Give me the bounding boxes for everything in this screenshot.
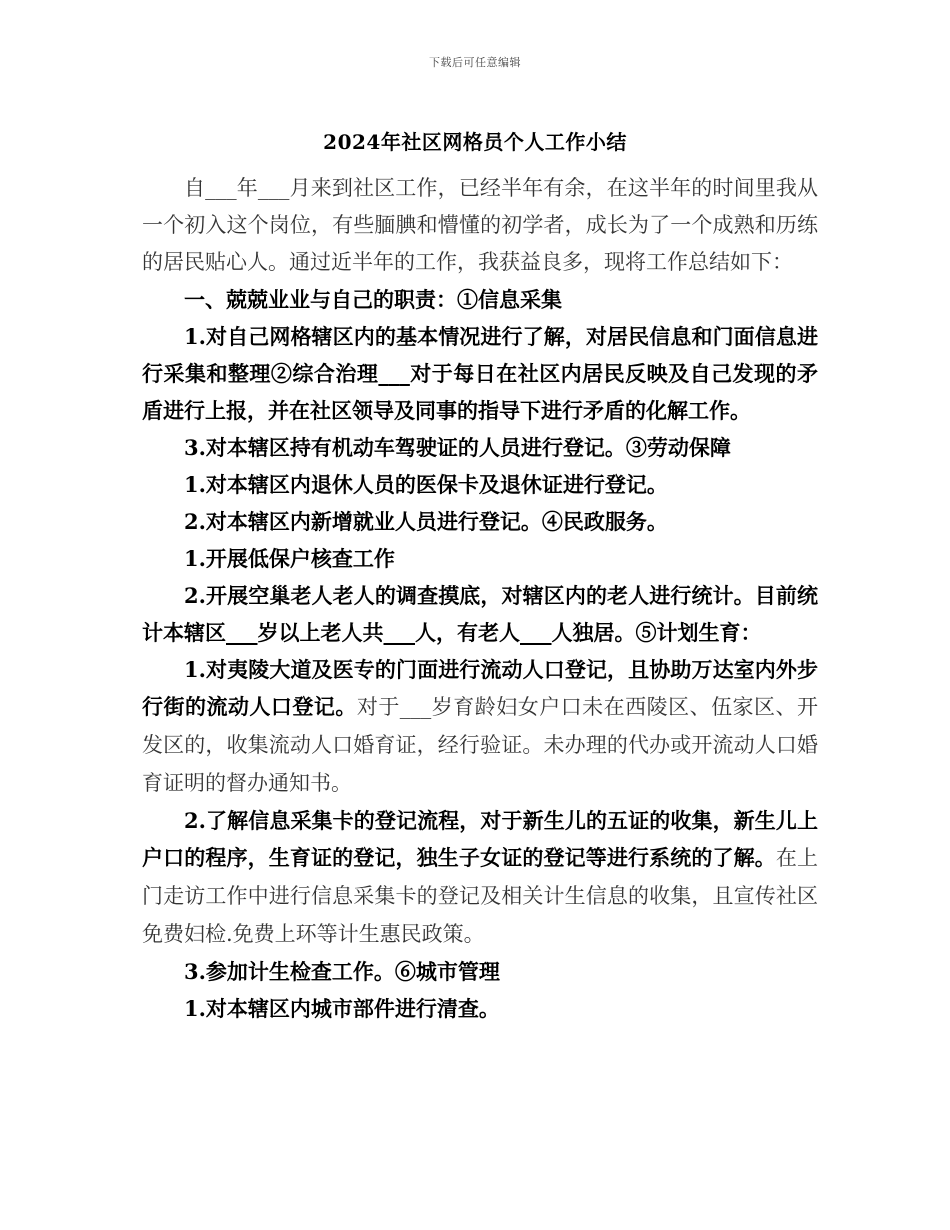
document-body [142, 170, 818, 1027]
bold-text: 1.对夷陵大道及医专的门面进行流动人口登记，且协助万达室内外步行街的流动人口登记。 [142, 657, 818, 719]
body-paragraph [142, 651, 818, 802]
page-title: 2024年社区网格员个人工作小结 [323, 130, 627, 154]
body-paragraph: 1.开展低保户核查工作 [184, 546, 395, 571]
regular-text: 对于___岁育龄妇女户口未在西陵区、伍家区、开发区的，收集流动人口婚育证，经行验证。未办理的代办或开流动人口婚育证明的督办通知书。 [142, 695, 819, 795]
body-paragraph [142, 802, 818, 953]
body-paragraph: 2.对本辖区内新增就业人员进行登记。④民政服务。 [184, 509, 668, 534]
body-paragraph: 3.对本辖区持有机动车驾驶证的人员进行登记。③劳动保障 [184, 435, 731, 460]
body-paragraph: 1.对本辖区内退休人员的医保卡及退休证进行登记。 [184, 472, 668, 497]
body-paragraph: 2.开展空巢老人老人的调查摸底，对辖区内的老人进行统计。目前统计本辖区___岁以上老人共___人，有老人___人独居。⑤计划生育： [142, 583, 818, 645]
section-heading: 一、兢兢业业与自己的职责：①信息采集 [184, 287, 562, 312]
body-paragraph: 1.对自己网格辖区内的基本情况进行了解，对居民信息和门面信息进行采集和整理②综合治理___对于每日在社区内居民反映及自己发现的矛盾进行上报，并在社区领导及同事的指导下进行矛盾的化解工作。 [142, 324, 818, 423]
intro-paragraph: 自___年___月来到社区工作，已经半年有余，在这半年的时间里我从一个初入这个岗位，有些腼腆和懵懂的初学者，成长为了一个成熟和历练的居民贴心人。通过近半年的工作，我获益良多，现将工作总结如下： [142, 176, 818, 274]
body-paragraph: 1.对本辖区内城市部件进行清查。 [184, 996, 500, 1021]
bold-text: 2.了解信息采集卡的登记流程，对于新生儿的五证的收集，新生儿上户口的程序，生育证的登记，独生子女证的登记等进行系统的了解。 [142, 808, 818, 870]
body-paragraph: 3.参加计生检查工作。⑥城市管理 [184, 959, 500, 984]
header-note: 下载后可任意编辑 [429, 56, 521, 69]
regular-text: 在上门走访工作中进行信息采集卡的登记及相关计生信息的收集，且宣传社区免费妇检.免费上环等计生惠民政策。 [142, 846, 819, 946]
